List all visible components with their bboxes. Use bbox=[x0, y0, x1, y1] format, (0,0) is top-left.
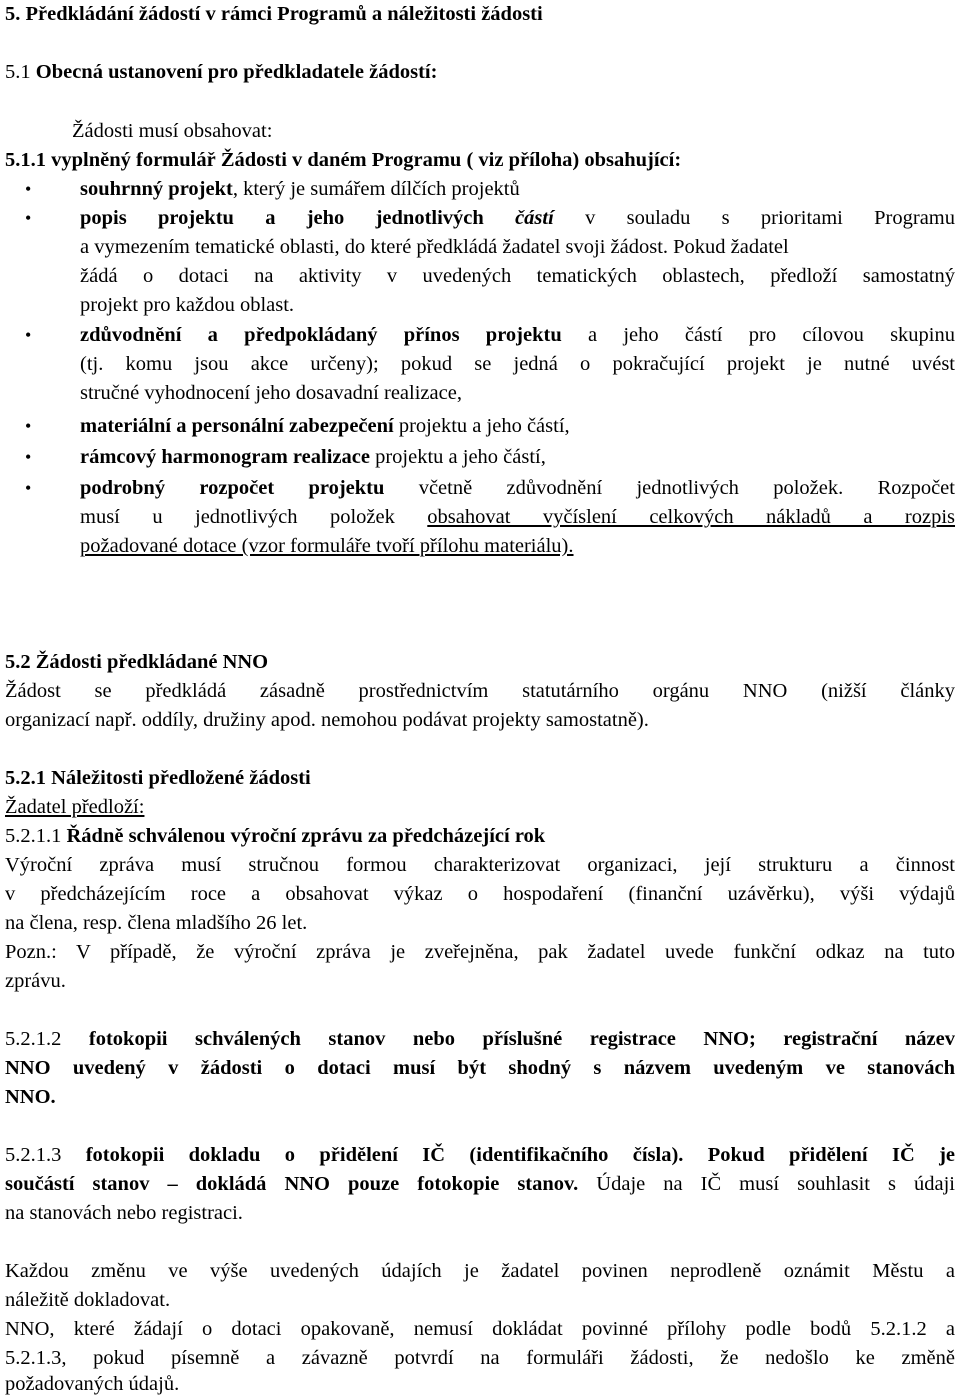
paragraph-line: náležitě dokladovat. bbox=[5, 1289, 171, 1311]
bullet-text bbox=[80, 412, 570, 441]
item-5-2-1-3-line bbox=[5, 1141, 955, 1170]
bullet-text bbox=[80, 321, 955, 350]
bullet-text-line bbox=[80, 233, 955, 262]
section-5-1-title: Obecná ustanovení pro předkladatele žádostí: bbox=[35, 61, 438, 83]
section-5-2-1-heading: 5.2.1 Náležitosti předložené žádosti bbox=[5, 767, 311, 789]
paragraph-line: organizací např. oddíly, družiny apod. nemohou podávat projekty samostatně). bbox=[5, 709, 649, 731]
bullet-bold: popis projektu a jeho jednotlivých bbox=[80, 207, 484, 229]
item-5-2-1-2-line bbox=[5, 1025, 955, 1054]
paragraph-line: NNO, které žádají o dotaci opakovaně, nemusí dokládat povinné přílohy podle bodů 5.2.1.2 a bbox=[5, 1318, 955, 1340]
item-5-1-1: 5.1.1 vyplněný formulář Žádosti v daném Programu ( viz příloha) obsahující: bbox=[5, 149, 682, 171]
item-number: 5.2.1.1 bbox=[5, 825, 67, 847]
item-number: 5.2.1.2 bbox=[5, 1028, 89, 1050]
section-5-1-heading bbox=[5, 58, 437, 87]
section-5-2-heading: 5.2 Žádosti předkládané NNO bbox=[5, 651, 269, 673]
bullet-text bbox=[80, 175, 520, 204]
list-item bbox=[5, 175, 32, 204]
bullet-text-line: projekt pro každou oblast. bbox=[80, 294, 295, 316]
bullet-text-line: (tj. komu jsou akce určeny); pokud se jedná o pokračující projekt je nutné uvést bbox=[80, 353, 955, 375]
bullet-text-part: musí u jednotlivých položek bbox=[80, 506, 428, 528]
paragraph-line: na člena, resp. člena mladšího 26 let. bbox=[5, 912, 308, 934]
note-line: Pozn.: V případě, že výroční zpráva je zveřejněna, pak žadatel uvede funkční odkaz na tuto bbox=[5, 941, 955, 963]
item-text: fotokopii schválených stanov nebo příslušné registrace NNO; registrační název bbox=[88, 1028, 956, 1050]
bullet-text-line: stručné vyhodnocení jeho dosavadní realizace, bbox=[80, 382, 462, 404]
bullet-rest: včetně zdůvodnění jednotlivých položek. Rozpočet bbox=[384, 477, 955, 499]
bullet-rest: v souladu s prioritami Programu bbox=[553, 207, 956, 229]
bullet-text bbox=[80, 204, 955, 233]
paragraph-line: Každou změnu ve výše uvedených údajích je žadatel povinen neprodleně oznámit Městu a bbox=[5, 1260, 955, 1282]
bullet-text bbox=[80, 443, 546, 472]
bullet-rest: , který je sumářem dílčích projektů bbox=[232, 178, 520, 200]
bullet-icon: • bbox=[25, 478, 32, 498]
bullet-icon: • bbox=[25, 416, 32, 436]
bullet-text-line: žádá o dotaci na aktivity v uvedených tematických oblastech, předloží samostatný bbox=[80, 265, 955, 287]
bullet-icon: • bbox=[25, 208, 32, 228]
bullet-bold: materiální a personální zabezpečení bbox=[80, 415, 394, 437]
bullet-text-part: a vymezením tematické oblasti, do které předkládá žadatel svoji žádost. bbox=[80, 236, 669, 258]
item-text-line bbox=[5, 1170, 955, 1199]
bullet-rest: projektu a jeho částí, bbox=[369, 446, 546, 468]
bullet-underlined-text: obsahovat vyčíslení celkových nákladů a rozpis bbox=[427, 506, 956, 528]
bullet-text-part: Pokud žadatel bbox=[668, 236, 789, 258]
list-item bbox=[5, 474, 32, 503]
item-text-line: NNO. bbox=[5, 1086, 56, 1108]
paragraph-line: v předcházejícím roce a obsahovat výkaz o hospodaření (finanční uzávěrku), výši výdajů bbox=[5, 883, 955, 905]
item-text-line: na stanovách nebo registraci. bbox=[5, 1202, 243, 1224]
item-number: 5.2.1.3 bbox=[5, 1144, 86, 1166]
item-5-2-1-1-heading bbox=[5, 822, 545, 851]
bullet-text bbox=[80, 474, 955, 503]
paragraph-line: požadovaných údajů. bbox=[5, 1373, 180, 1395]
intro-text: Žádosti musí obsahovat: bbox=[72, 120, 273, 142]
item-text: fotokopii dokladu o přidělení IČ (identifikačního čísla). Pokud přidělení IČ je bbox=[85, 1144, 956, 1166]
section-5-heading: 5. Předkládání žádostí v rámci Programů a náležitosti žádosti bbox=[5, 3, 543, 25]
bullet-bold: zdůvodnění a předpokládaný přínos projektu bbox=[80, 324, 562, 346]
item-title: Řádně schválenou výroční zprávu za předcházející rok bbox=[66, 825, 546, 847]
list-item bbox=[5, 443, 32, 472]
bullet-icon: • bbox=[25, 447, 32, 467]
list-item bbox=[5, 412, 32, 441]
paragraph-line: Žádost se předkládá zásadně prostřednictvím statutárního orgánu NNO (nižší články bbox=[5, 680, 955, 702]
item-text-line: NNO uvedený v žádosti o dotaci musí být shodný s názvem uvedeným ve stanovách bbox=[5, 1057, 955, 1079]
bullet-icon: • bbox=[25, 179, 32, 199]
item-text-rest: Údaje na IČ musí souhlasit s údaji bbox=[578, 1173, 955, 1195]
item-text-bold: součástí stanov – dokládá NNO pouze fotokopie stanov. bbox=[5, 1173, 579, 1195]
bullet-underlined-text: požadované dotace (vzor formuláře tvoří přílohu materiálu). bbox=[80, 535, 574, 557]
bullet-bold: rámcový harmonogram realizace bbox=[80, 446, 370, 468]
bullet-bold-italic: částí bbox=[515, 207, 554, 229]
section-number: 5.1 bbox=[5, 61, 36, 83]
bullet-rest: projektu a jeho částí, bbox=[393, 415, 570, 437]
bullet-bold: podrobný rozpočet projektu bbox=[80, 477, 385, 499]
bullet-bold: souhrnný projekt bbox=[80, 178, 233, 200]
paragraph-line: Výroční zpráva musí stručnou formou charakterizovat organizaci, její strukturu a činnost bbox=[5, 854, 955, 876]
list-item bbox=[5, 321, 32, 350]
bullet-icon: • bbox=[25, 325, 32, 345]
list-item bbox=[5, 204, 32, 233]
applicant-label: Žadatel předloží: bbox=[5, 796, 145, 818]
note-line: zprávu. bbox=[5, 970, 66, 992]
bullet-rest: a jeho částí pro cílovou skupinu bbox=[561, 324, 955, 346]
bullet-text-line bbox=[80, 503, 955, 532]
paragraph-line: 5.2.1.3, pokud písemně a závazně potvrdí na formuláři žádosti, že nedošlo ke změně bbox=[5, 1347, 955, 1369]
